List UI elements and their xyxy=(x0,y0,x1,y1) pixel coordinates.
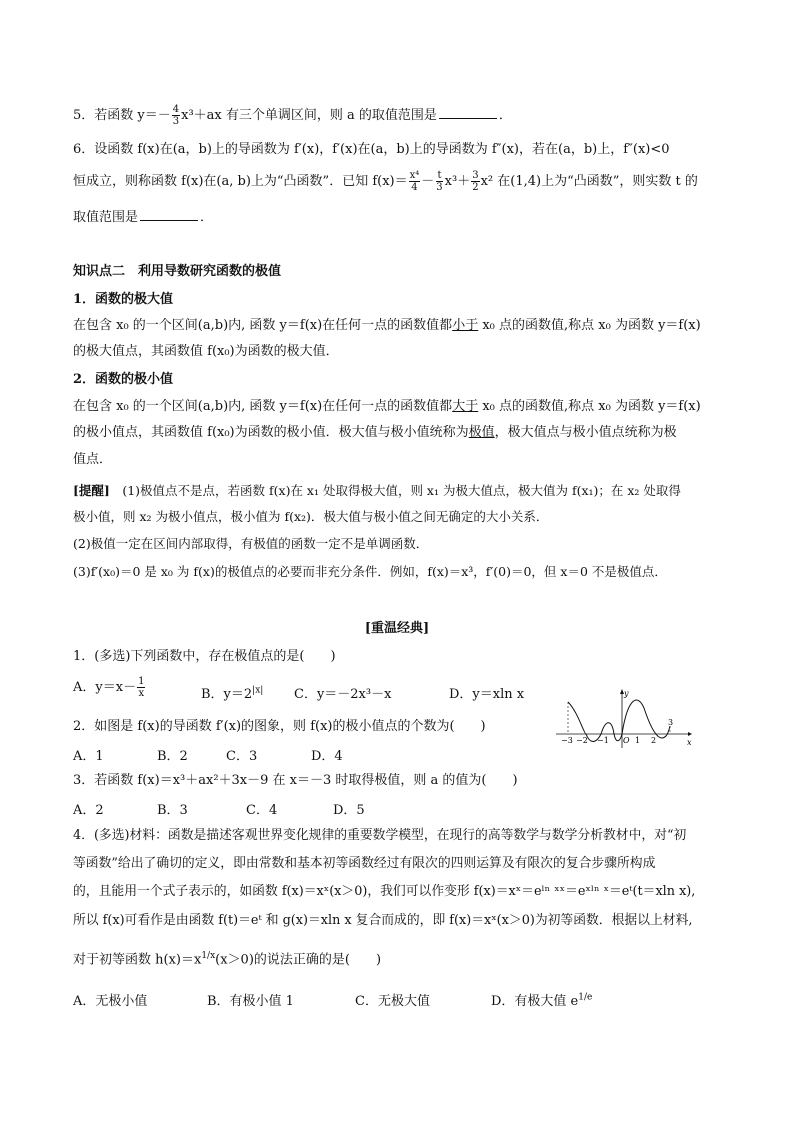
q5-label: 5．若函数 y＝－ xyxy=(73,108,171,123)
review-q1-stem: 1．(多选)下列函数中，存在极值点的是( ) xyxy=(73,649,336,664)
tip-line3: (2)极值一定在区间内部取得，有极值的函数一定不是单调函数． xyxy=(73,536,429,551)
q5-frac-num: 4 xyxy=(172,104,180,115)
q6-mid: x³＋ xyxy=(444,174,471,189)
max-text-a: 在包含 x₀ 的一个区间(a,b)内, 函数 y＝f(x)在任何一点的函数值都 xyxy=(73,318,453,333)
q4-text-b: (x＞0)的说法正确的是( ) xyxy=(215,952,382,968)
min-text-c: 的极小值点，其函数值 f(x₀)为函数的极小值．极大值与极小值统称为 xyxy=(73,425,469,440)
q1-option-b[interactable] xyxy=(201,683,263,702)
minimum-definition-line2 xyxy=(73,424,724,442)
q1-a-text: A．y＝x－ xyxy=(73,680,137,695)
tip-line2: 极小值，则 x₂ 为极小值点，极小值为 f(x₂)．极大值与极小值之间无确定的大小关系． xyxy=(73,509,549,524)
q4-text-a: 对于初等函数 h(x)＝x xyxy=(73,952,202,968)
q1-option-a[interactable] xyxy=(73,676,146,699)
q1-a-num: 1 xyxy=(138,676,145,687)
x-axis-label: x xyxy=(687,738,692,747)
tick-neg2: −2 xyxy=(576,736,588,745)
q2-option-b[interactable]: B．2 xyxy=(157,749,188,764)
extremum-underline: 极值 xyxy=(468,425,495,440)
tip-line4: (3)f′(x₀)＝0 是 x₀ 为 f(x)的极值点的必要而非充分条件．例如，f(x)＝x³，f′(0)＝0，但 x＝0 不是极值点． xyxy=(73,564,667,579)
tick-neg1: −1 xyxy=(597,736,609,745)
tip1-text-a: (1)极值点不是点，若函数 f(x)在 x₁ 处取得极大值，则 x₁ 为极大值点，极大值为 f(x₁)；在 x₂ 处取得 xyxy=(109,483,681,498)
heading-maximum: 1．函数的极大值 xyxy=(73,292,174,307)
q5-fraction xyxy=(172,104,180,127)
max-underline: 小于 xyxy=(452,318,479,333)
q5-frac-den: 3 xyxy=(172,116,180,127)
tick-1: 1 xyxy=(635,736,641,745)
review-q4-line1: 4．(多选)材料：函数是描述客观世界变化规律的重要数学模型，在现行的高等数学与数学分析教材中，对“初 xyxy=(73,828,687,843)
max-text-b: x₀ 点的函数值,称点 x₀ 为函数 y＝f(x) xyxy=(478,318,701,333)
q6-frac-2 xyxy=(435,170,443,193)
q5-end: ． xyxy=(498,108,512,123)
q6-frac-3 xyxy=(471,170,479,193)
derivative-graph xyxy=(556,688,696,750)
review-q4-line4: 所以 f(x)可看作是由函数 f(t)＝eᵗ 和 g(x)＝xln x 复合而成的，即 f(x)＝xˣ(x＞0)为初等函数．根据以上材料, xyxy=(73,913,693,928)
question-6-line1: 6．设函数 f(x)在(a，b)上的导函数为 f′(x)，f′(x)在(a，b)上的导函数为 f″(x)，若在(a，b)上，f″(x)<0 xyxy=(73,142,670,157)
q3-option-c[interactable]: C．4 xyxy=(246,803,278,818)
review-title: [重温经典] xyxy=(364,621,430,636)
q6-text-b: x² 在(1,4)上为“凸函数”，则实数 t 的 xyxy=(480,174,698,189)
tick-3: 3 xyxy=(668,718,674,727)
tick-neg3: −3 xyxy=(561,736,573,745)
q6-frac2-num: t xyxy=(437,170,442,181)
minimum-definition-line1 xyxy=(73,398,724,416)
q6-frac2-den: 3 xyxy=(436,182,443,193)
x-axis-arrow xyxy=(688,732,692,736)
q1-option-d[interactable]: D．y＝xln x xyxy=(449,687,525,702)
q4-exponent: 1/x xyxy=(201,951,216,961)
review-q2-stem: 2．如图是 f(x)的导函数 f′(x)的图象，则 f(x)的极小值点的个数为( ) xyxy=(73,719,486,734)
q4-option-a[interactable]: A．无极小值 xyxy=(73,994,148,1009)
minimum-definition-line3: 值点． xyxy=(73,452,113,467)
q6-answer-blank[interactable] xyxy=(140,208,198,221)
q5-text: x³＋ax 有三个单调区间，则 a 的取值范围是 xyxy=(181,108,437,123)
review-q4-line5 xyxy=(73,947,724,969)
q3-option-a[interactable]: A．2 xyxy=(73,803,104,818)
q6-frac1-den: 4 xyxy=(411,182,418,193)
q4-d-exponent: 1/e xyxy=(578,992,593,1003)
review-q4-line3: 的，且能用一个式子表示的，如函数 f(x)＝xˣ(x＞0)，我们可以作变形 f(x)＝xˣ＝eˡⁿ ˣˣ＝eˣˡⁿ ˣ＝eᵗ(t＝xln x), xyxy=(73,884,696,899)
q6-minus: － xyxy=(421,174,435,189)
q3-option-d[interactable]: D．5 xyxy=(333,803,365,818)
q4-option-b[interactable]: B．有极小值 1 xyxy=(207,994,294,1009)
min-text-a: 在包含 x₀ 的一个区间(a,b)内, 函数 y＝f(x)在任何一点的函数值都 xyxy=(73,399,453,414)
q2-option-c[interactable]: C．3 xyxy=(226,749,258,764)
tip-label: [提醒] xyxy=(73,483,110,498)
q4-option-c[interactable]: C．无极大值 xyxy=(355,994,430,1009)
q4-option-d[interactable] xyxy=(491,990,592,1009)
q6-frac3-den: 2 xyxy=(472,182,479,193)
tick-origin: O xyxy=(623,736,630,745)
min-underline: 大于 xyxy=(452,399,479,414)
q4-d-text: D．有极大值 e xyxy=(491,994,579,1009)
q1-b-exponent: |x| xyxy=(252,685,264,696)
q6-frac3-num: 3 xyxy=(472,170,479,181)
review-q3-stem: 3．若函数 f(x)＝x³＋ax²＋3x－9 在 x＝－3 时取得极值，则 a 的值为( ) xyxy=(73,773,518,788)
question-6-line3 xyxy=(73,208,724,227)
maximum-definition-line1 xyxy=(73,317,724,335)
section-title: 知识点二 利用导数研究函数的极值 xyxy=(73,264,282,279)
q2-option-d[interactable]: D．4 xyxy=(311,749,343,764)
q6-text-c: 取值范围是 xyxy=(73,210,139,225)
maximum-definition-line2: 的极大值点，其函数值 f(x₀)为函数的极大值． xyxy=(73,344,339,359)
min-text-b: x₀ 点的函数值,称点 x₀ 为函数 y＝f(x) xyxy=(478,399,701,414)
q6-frac1-num: x⁴ xyxy=(409,170,420,181)
q3-option-b[interactable]: B．3 xyxy=(157,803,188,818)
tick-2: 2 xyxy=(651,736,657,745)
question-5 xyxy=(73,104,724,127)
q1-a-den: x xyxy=(138,688,145,699)
q6-text-a: 恒成立，则称函数 f(x)在(a, b)上为“凸函数”．已知 f(x)＝ xyxy=(73,174,408,189)
y-axis-label: y xyxy=(624,689,629,698)
q1-option-c[interactable]: C．y＝－2x³－x xyxy=(294,687,392,702)
q1-b-text: B．y＝2 xyxy=(201,687,253,702)
min-text-d: ，极大值点与极小值点统称为极 xyxy=(494,425,677,440)
question-6-line2 xyxy=(73,170,724,193)
heading-minimum: 2．函数的极小值 xyxy=(73,372,174,387)
q6-end: ． xyxy=(200,210,214,225)
q6-frac-1 xyxy=(409,170,421,193)
q2-option-a[interactable]: A．1 xyxy=(73,749,104,764)
review-q4-line2: 等函数”给出了确切的定义，即由常数和基本初等函数经过有限次的四则运算及有限次的复合步骤所构成 xyxy=(73,856,656,871)
q5-answer-blank[interactable] xyxy=(439,106,497,119)
q1-a-fraction xyxy=(137,676,145,699)
tip-line1 xyxy=(73,482,724,500)
